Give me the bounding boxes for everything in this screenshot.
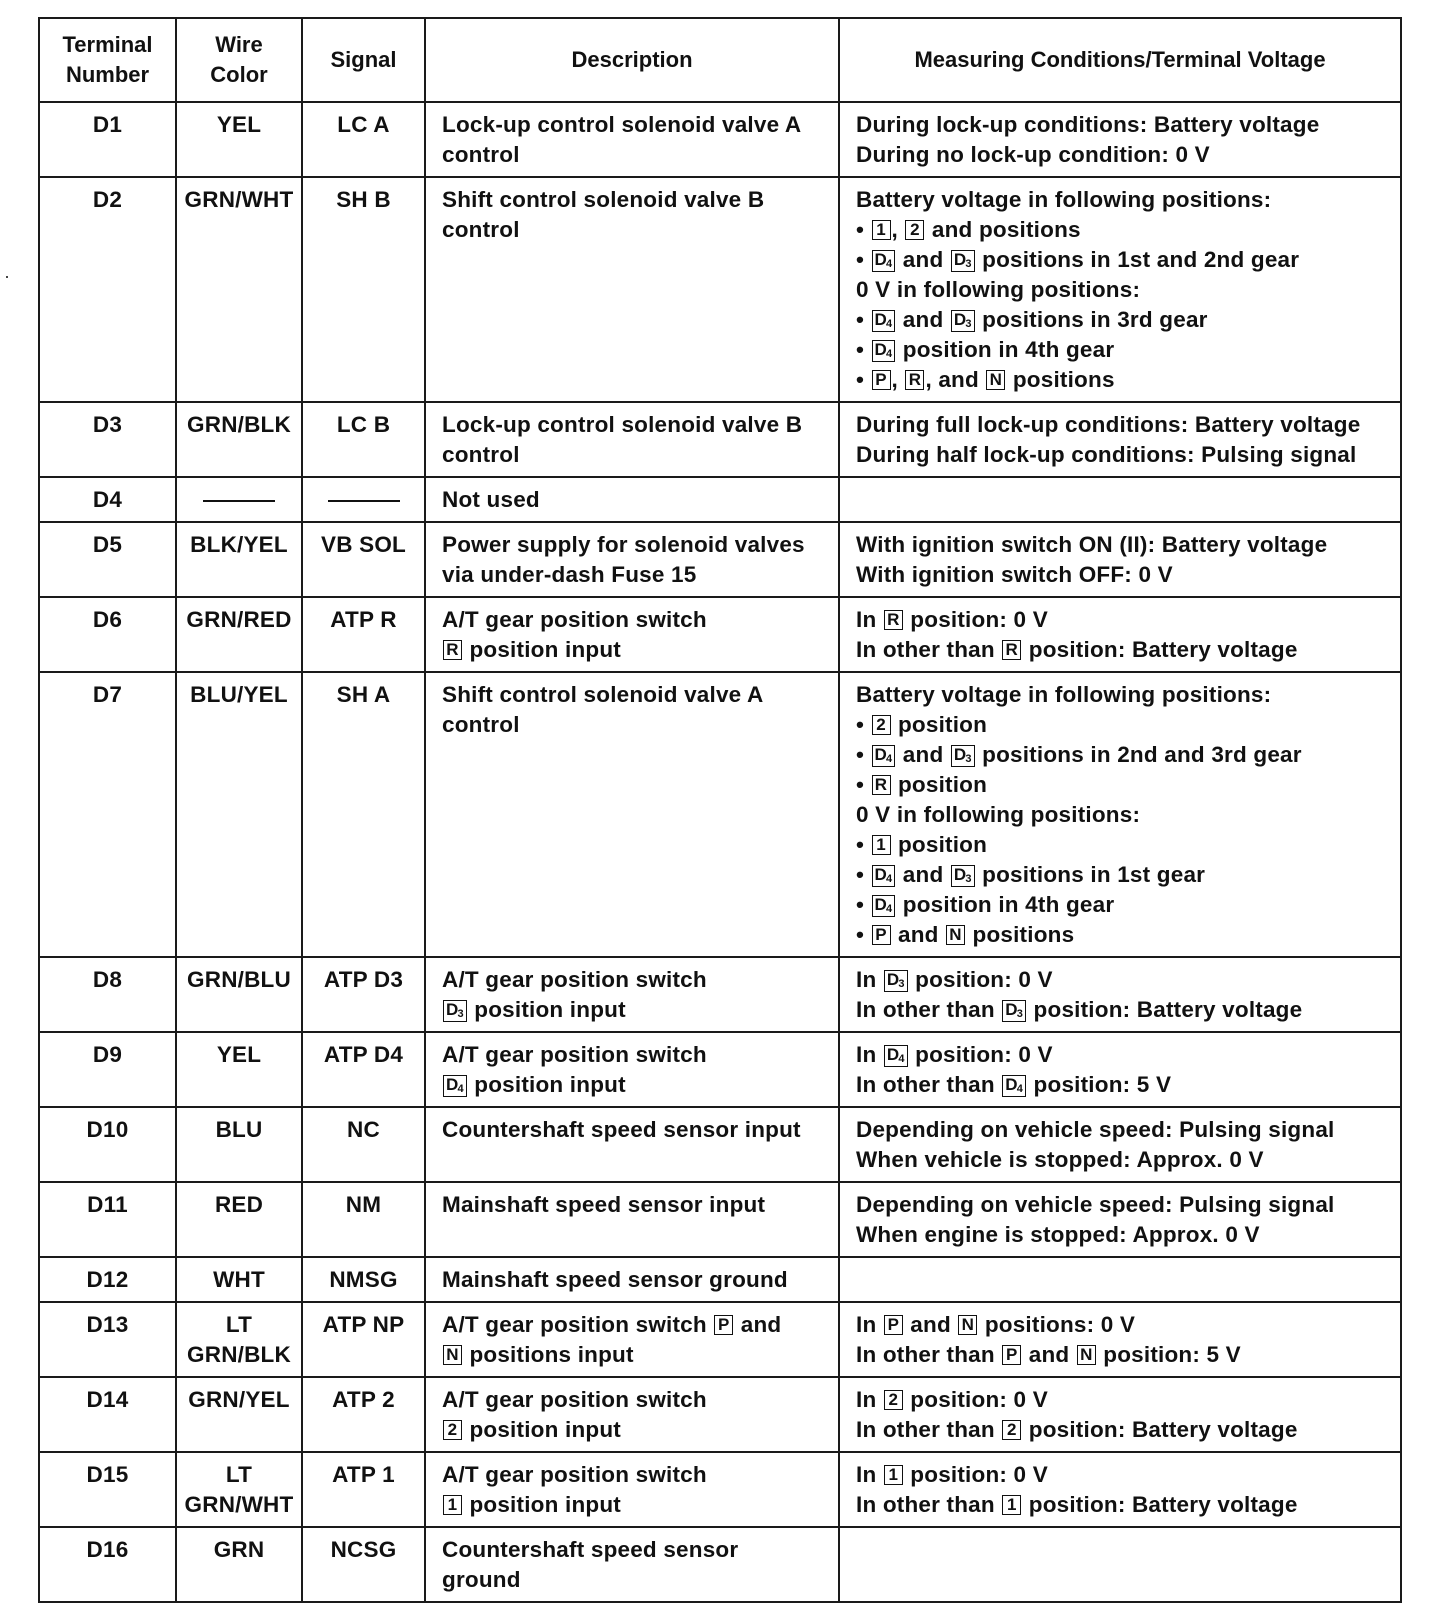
measuring-line: In $D_4$ position: 0 V [856, 1042, 1053, 1067]
box-2-icon: 2 [872, 715, 891, 735]
terminal-number-cell: D12 [39, 1257, 176, 1302]
table-row [39, 1377, 1401, 1452]
table-header-row [39, 18, 1401, 102]
terminal-number-cell: D13 [39, 1302, 176, 1377]
wire-color-line: LT [225, 1462, 253, 1487]
wire-color-cell [176, 102, 302, 177]
signal-cell: VB SOL [302, 522, 425, 597]
signal-cell [302, 477, 425, 522]
measuring-line: In other than P and N position: 5 V [856, 1342, 1241, 1367]
signal-cell: ATP 1 [302, 1452, 425, 1527]
description-line: control [442, 217, 520, 242]
box-2-icon: 2 [1002, 1420, 1021, 1440]
signal-cell: NMSG [302, 1257, 425, 1302]
terminal-number-cell: D3 [39, 402, 176, 477]
box-d3-icon: $D_3$ [951, 310, 975, 332]
measuring-line: In $D_3$ position: 0 V [856, 967, 1053, 992]
table-row [39, 672, 1401, 957]
box-n-icon: N [1077, 1345, 1096, 1365]
box-p-icon: P [714, 1315, 733, 1335]
signal-cell: ATP R [302, 597, 425, 672]
measuring-line: Depending on vehicle speed: Pulsing signal [856, 1117, 1335, 1142]
wire-color-line: GRN/BLK [187, 412, 291, 437]
wire-color-cell [176, 1107, 302, 1182]
description-cell [425, 1032, 839, 1107]
wire-color-cell [176, 1182, 302, 1257]
wire-color-line: BLK/YEL [190, 532, 288, 557]
wire-color-cell [176, 597, 302, 672]
description-cell [425, 177, 839, 402]
wire-color-line: GRN/WHT [184, 187, 294, 212]
box-r-icon: R [443, 640, 462, 660]
measuring-line: In R position: 0 V [856, 607, 1048, 632]
description-line: N positions input [442, 1340, 830, 1370]
terminal-number-cell: D2 [39, 177, 176, 402]
table-row [39, 477, 1401, 522]
wire-color-line: RED [214, 1192, 264, 1217]
description-cell [425, 102, 839, 177]
description-line: control [442, 442, 520, 467]
measuring-conditions-cell [839, 1182, 1401, 1257]
description-line: Shift control solenoid valve B [442, 187, 765, 212]
box-1-icon: 1 [884, 1465, 903, 1485]
description-line: control [442, 712, 520, 737]
box-p-icon: P [1002, 1345, 1021, 1365]
wire-color-line: GRN/YEL [188, 1387, 290, 1412]
wire-color-cell [176, 177, 302, 402]
description-line: control [442, 142, 520, 167]
table-row [39, 1302, 1401, 1377]
box-n-icon: N [946, 925, 965, 945]
measuring-line: • $D_4$ and $D_3$ positions in 2nd and 3rd gear [856, 742, 1302, 767]
measuring-line: • P , R , and N positions [856, 367, 1115, 392]
description-cell [425, 1377, 839, 1452]
measuring-conditions-cell [839, 1377, 1401, 1452]
terminal-number-cell: D6 [39, 597, 176, 672]
box-d4-icon: $D_4$ [872, 865, 896, 887]
box-n-icon: N [443, 1345, 462, 1365]
box-2-icon: 2 [443, 1420, 462, 1440]
measuring-line: • 1 , 2 and positions [856, 217, 1081, 242]
not-applicable-dash [328, 500, 400, 502]
terminal-number-cell: D1 [39, 102, 176, 177]
signal-cell: LC A [302, 102, 425, 177]
wire-color-line: YEL [216, 1042, 262, 1067]
description-line: Mainshaft speed sensor input [442, 1192, 766, 1217]
signal-cell: SH A [302, 672, 425, 957]
description-line: A/T gear position switch [442, 1387, 707, 1412]
measuring-line: • 2 position [856, 712, 988, 737]
terminal-number-cell: D8 [39, 957, 176, 1032]
description-cell [425, 1107, 839, 1182]
table-row [39, 1452, 1401, 1527]
box-d4-icon: $D_4$ [872, 250, 896, 272]
box-d4-icon: $D_4$ [443, 1075, 467, 1097]
measuring-line: During no lock-up condition: 0 V [856, 142, 1210, 167]
measuring-line: In other than 2 position: Battery voltage [856, 1417, 1298, 1442]
table-row [39, 1527, 1401, 1602]
box-r-icon: R [884, 610, 903, 630]
box-p-icon: P [884, 1315, 903, 1335]
measuring-line: In other than $D_3$ position: Battery voltage [856, 997, 1303, 1022]
header-terminal-number: Terminal Number [39, 18, 176, 102]
box-r-icon: R [872, 775, 891, 795]
wire-color-cell [176, 1452, 302, 1527]
box-d4-icon: $D_4$ [884, 1045, 908, 1067]
measuring-conditions-cell [839, 177, 1401, 402]
signal-cell: NCSG [302, 1527, 425, 1602]
terminal-number-cell: D11 [39, 1182, 176, 1257]
measuring-line: Battery voltage in following positions: [856, 187, 1272, 212]
description-line: $D_3$ position input [442, 995, 830, 1025]
wire-color-line: GRN/BLK [187, 1342, 291, 1367]
measuring-line: In 2 position: 0 V [856, 1387, 1048, 1412]
wire-color-line: BLU/YEL [190, 682, 288, 707]
box-d4-icon: $D_4$ [872, 745, 896, 767]
box-d3-icon: $D_3$ [884, 970, 908, 992]
wire-color-line: LT [225, 1312, 253, 1337]
not-applicable-dash [203, 500, 275, 502]
terminal-number-cell: D9 [39, 1032, 176, 1107]
description-line: via under-dash Fuse 15 [442, 562, 697, 587]
header-measuring-conditions: Measuring Conditions/Terminal Voltage [839, 18, 1401, 102]
measuring-conditions-cell [839, 477, 1401, 522]
box-p-icon: P [872, 370, 891, 390]
box-2-icon: 2 [884, 1390, 903, 1410]
wire-color-cell [176, 1257, 302, 1302]
box-n-icon: N [958, 1315, 977, 1335]
box-d4-icon: $D_4$ [1002, 1075, 1026, 1097]
measuring-conditions-cell [839, 1107, 1401, 1182]
description-line: ground [442, 1567, 521, 1592]
terminal-number-cell: D4 [39, 477, 176, 522]
description-line: $D_4$ position input [442, 1070, 830, 1100]
box-d3-icon: $D_3$ [1002, 1000, 1026, 1022]
signal-cell: NM [302, 1182, 425, 1257]
signal-cell: ATP D4 [302, 1032, 425, 1107]
description-cell [425, 1182, 839, 1257]
measuring-line: During half lock-up conditions: Pulsing signal [856, 442, 1357, 467]
signal-cell: LC B [302, 402, 425, 477]
signal-cell: ATP D3 [302, 957, 425, 1032]
wire-color-line: GRN/BLU [187, 967, 291, 992]
description-line: A/T gear position switch [442, 1042, 707, 1067]
box-d3-icon: $D_3$ [951, 250, 975, 272]
measuring-line: During lock-up conditions: Battery voltage [856, 112, 1320, 137]
measuring-line: With ignition switch ON (II): Battery voltage [856, 532, 1328, 557]
measuring-conditions-cell [839, 402, 1401, 477]
terminal-number-cell: D7 [39, 672, 176, 957]
terminal-number-cell: D10 [39, 1107, 176, 1182]
measuring-line: • $D_4$ position in 4th gear [856, 892, 1115, 917]
description-line: A/T gear position switch [442, 1462, 707, 1487]
description-line: Power supply for solenoid valves [442, 532, 805, 557]
description-cell [425, 597, 839, 672]
wire-color-line: BLU [215, 1117, 263, 1142]
table-row [39, 402, 1401, 477]
box-1-icon: 1 [872, 835, 891, 855]
wire-color-cell [176, 1377, 302, 1452]
description-line: Countershaft speed sensor [442, 1537, 739, 1562]
header-signal: Signal [302, 18, 425, 102]
measuring-line: 0 V in following positions: [856, 802, 1141, 827]
measuring-conditions-cell [839, 672, 1401, 957]
box-d4-icon: $D_4$ [872, 895, 896, 917]
measuring-conditions-cell [839, 522, 1401, 597]
description-line: R position input [442, 635, 830, 665]
measuring-line: During full lock-up conditions: Battery voltage [856, 412, 1361, 437]
description-cell [425, 957, 839, 1032]
signal-cell: ATP 2 [302, 1377, 425, 1452]
header-wire-color: Wire Color [176, 18, 302, 102]
box-n-icon: N [986, 370, 1005, 390]
box-1-icon: 1 [443, 1495, 462, 1515]
measuring-line: • $D_4$ and $D_3$ positions in 1st gear [856, 862, 1206, 887]
wire-color-cell [176, 1302, 302, 1377]
measuring-conditions-cell [839, 1302, 1401, 1377]
wire-color-line: GRN [213, 1537, 265, 1562]
description-cell [425, 1527, 839, 1602]
description-line: Lock-up control solenoid valve A [442, 112, 802, 137]
description-cell [425, 1257, 839, 1302]
description-cell [425, 522, 839, 597]
wire-color-cell [176, 522, 302, 597]
table-row [39, 957, 1401, 1032]
measuring-line: When engine is stopped: Approx. 0 V [856, 1222, 1260, 1247]
box-d3-icon: $D_3$ [951, 865, 975, 887]
measuring-conditions-cell [839, 597, 1401, 672]
measuring-conditions-cell [839, 1527, 1401, 1602]
measuring-line: In other than 1 position: Battery voltage [856, 1492, 1298, 1517]
wire-color-cell [176, 672, 302, 957]
wire-color-line: GRN/RED [186, 607, 292, 632]
measuring-line: • $D_4$ and $D_3$ positions in 3rd gear [856, 307, 1208, 332]
measuring-line: 0 V in following positions: [856, 277, 1141, 302]
table-row [39, 522, 1401, 597]
table-body [39, 102, 1401, 1602]
header-description: Description [425, 18, 839, 102]
scan-speck [6, 276, 8, 278]
wire-color-cell [176, 477, 302, 522]
box-p-icon: P [872, 925, 891, 945]
terminal-number-cell: D14 [39, 1377, 176, 1452]
description-line: A/T gear position switch [442, 607, 707, 632]
measuring-line: Depending on vehicle speed: Pulsing signal [856, 1192, 1335, 1217]
description-line: Mainshaft speed sensor ground [442, 1267, 788, 1292]
wire-color-cell [176, 402, 302, 477]
box-d4-icon: $D_4$ [872, 340, 896, 362]
box-1-icon: 1 [1002, 1495, 1021, 1515]
measuring-line: When vehicle is stopped: Approx. 0 V [856, 1147, 1264, 1172]
box-r-icon: R [1002, 640, 1021, 660]
measuring-line: In P and N positions: 0 V [856, 1312, 1136, 1337]
description-line: A/T gear position switch [442, 967, 707, 992]
table-row [39, 1257, 1401, 1302]
measuring-line: • P and N positions [856, 922, 1075, 947]
measuring-line: In other than R position: Battery voltage [856, 637, 1298, 662]
description-cell [425, 1452, 839, 1527]
description-line: A/T gear position switch P and [442, 1312, 782, 1337]
description-line: 1 position input [442, 1490, 830, 1520]
table-row [39, 102, 1401, 177]
description-cell [425, 672, 839, 957]
box-2-icon: 2 [905, 220, 924, 240]
measuring-line: In other than $D_4$ position: 5 V [856, 1072, 1172, 1097]
measuring-line: • 1 position [856, 832, 988, 857]
description-cell [425, 477, 839, 522]
table-row [39, 1032, 1401, 1107]
terminal-table [38, 17, 1402, 1603]
measuring-conditions-cell [839, 1452, 1401, 1527]
measuring-conditions-cell [839, 957, 1401, 1032]
measuring-line: Battery voltage in following positions: [856, 682, 1272, 707]
signal-cell: ATP NP [302, 1302, 425, 1377]
box-1-icon: 1 [872, 220, 891, 240]
terminal-number-cell: D5 [39, 522, 176, 597]
box-r-icon: R [905, 370, 924, 390]
description-cell [425, 1302, 839, 1377]
box-d3-icon: $D_3$ [443, 1000, 467, 1022]
signal-cell: SH B [302, 177, 425, 402]
wire-color-line: WHT [213, 1267, 265, 1292]
measuring-line: With ignition switch OFF: 0 V [856, 562, 1173, 587]
table-row [39, 597, 1401, 672]
terminal-number-cell: D15 [39, 1452, 176, 1527]
wire-color-cell [176, 1032, 302, 1107]
wire-color-line: GRN/WHT [184, 1492, 294, 1517]
measuring-conditions-cell [839, 102, 1401, 177]
wire-color-line: YEL [216, 112, 262, 137]
measuring-line: In 1 position: 0 V [856, 1462, 1048, 1487]
measuring-conditions-cell [839, 1257, 1401, 1302]
description-cell [425, 402, 839, 477]
box-d4-icon: $D_4$ [872, 310, 896, 332]
measuring-line: • $D_4$ and $D_3$ positions in 1st and 2nd gear [856, 247, 1300, 272]
signal-cell: NC [302, 1107, 425, 1182]
terminal-number-cell: D16 [39, 1527, 176, 1602]
description-line: Not used [442, 487, 540, 512]
table-row [39, 1107, 1401, 1182]
description-line: Countershaft speed sensor input [442, 1117, 801, 1142]
measuring-line: • $D_4$ position in 4th gear [856, 337, 1115, 362]
box-d3-icon: $D_3$ [951, 745, 975, 767]
table-row [39, 1182, 1401, 1257]
wire-color-cell [176, 1527, 302, 1602]
description-line: Lock-up control solenoid valve B [442, 412, 803, 437]
measuring-line: • R position [856, 772, 988, 797]
table-row [39, 177, 1401, 402]
description-line: 2 position input [442, 1415, 830, 1445]
wire-color-cell [176, 957, 302, 1032]
description-line: Shift control solenoid valve A [442, 682, 764, 707]
measuring-conditions-cell [839, 1032, 1401, 1107]
